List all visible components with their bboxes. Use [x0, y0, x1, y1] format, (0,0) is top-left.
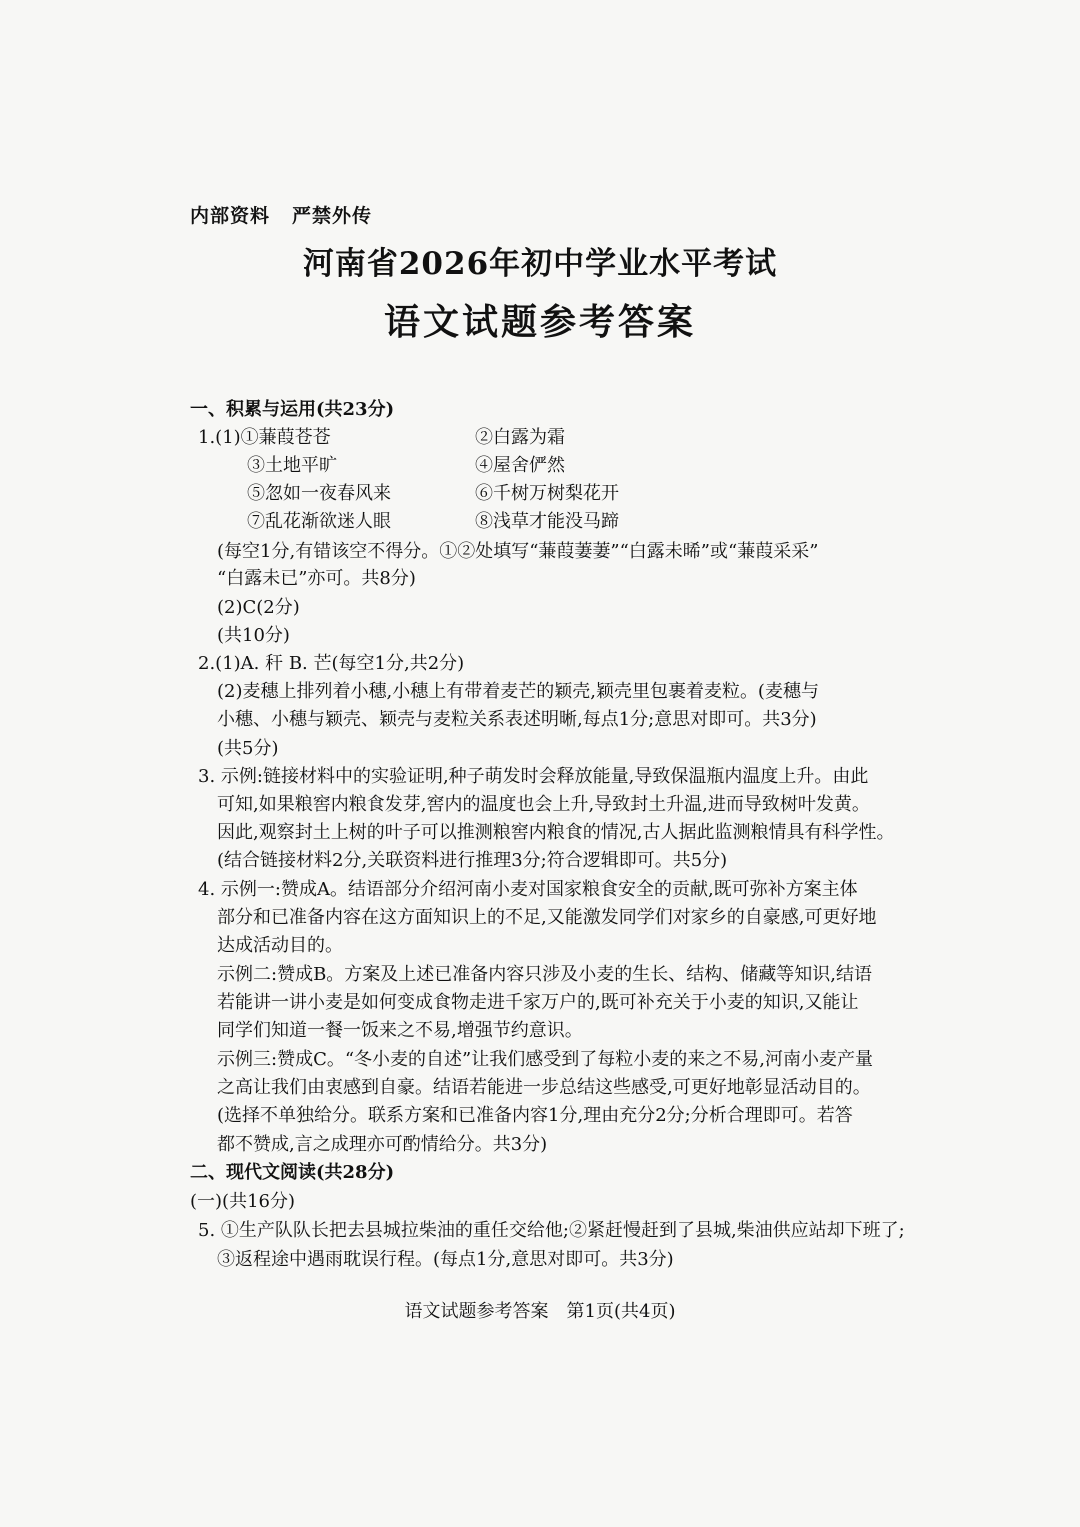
notice-internal: 内部资料: [190, 205, 271, 227]
doc-title: 语文试题参考答案: [383, 301, 696, 343]
q1-blank-6: ⑥千树万树梨花开: [475, 483, 619, 504]
q4-line-10: 都不赞成,言之成理亦可酌情给分。共3分): [217, 1134, 548, 1155]
footer-page-number: 第1页(共4页): [566, 1301, 676, 1322]
section-1-heading: 一、积累与运用(共23分): [190, 399, 395, 420]
notice-no-distribution: 严禁外传: [292, 205, 373, 227]
q4-line-8: 之高让我们由衷感到自豪。结语若能进一步总结这些感受,可更好地彰显活动目的。: [217, 1077, 871, 1098]
q1-note-cont: “白露未已”亦可。共8分): [217, 568, 416, 589]
q4-line-6: 同学们知道一餐一饭来之不易,增强节约意识。: [217, 1020, 583, 1041]
q2-part-2: (2)麦穗上排列着小穗,小穗上有带着麦芒的颖壳,颖壳里包裹着麦粒。(麦穗与: [217, 681, 819, 702]
q1-blank-1: 1.(1)①蒹葭苍苍: [198, 427, 331, 448]
q3-line-1: 3. 示例:链接材料中的实验证明,种子萌发时会释放能量,导致保温瓶内温度上升。由此: [198, 766, 869, 787]
q4-line-1: 4. 示例一:赞成A。结语部分介绍河南小麦对国家粮食安全的贡献,既可弥补方案主体: [198, 879, 858, 900]
q3-line-3: 因此,观察封土上树的叶子可以推测粮窖内粮食的情况,古人据此监测粮情具有科学性。: [217, 822, 895, 843]
q1-total: (共10分): [217, 625, 290, 646]
q2-total: (共5分): [217, 738, 279, 759]
q4-line-7: 示例三:赞成C。“冬小麦的自述”让我们感受到了每粒小麦的来之不易,河南小麦产量: [217, 1049, 873, 1070]
page-footer: [0, 1297, 1080, 1323]
q5-line-2: ③返程途中遇雨耽误行程。(每点1分,意思对即可。共3分): [217, 1249, 674, 1270]
q4-line-9: (选择不单独给分。联系方案和已准备内容1分,理由充分2分;分析合理即可。若答: [217, 1105, 853, 1126]
q1-blank-7: ⑦乱花渐欲迷人眼: [247, 511, 391, 532]
q1-note: (每空1分,有错该空不得分。①②处填写“蒹葭萋萋”“白露未晞”或“蒹葭采采”: [217, 541, 819, 562]
q1-blank-8: ⑧浅草才能没马蹄: [475, 511, 619, 532]
q4-line-2: 部分和已准备内容在这方面知识上的不足,又能激发同学们对家乡的自豪感,可更好地: [217, 907, 877, 928]
q4-line-4: 示例二:赞成B。方案及上述已准备内容只涉及小麦的生长、结构、储藏等知识,结语: [217, 964, 873, 985]
q2-part-1: 2.(1)A. 秆 B. 芒(每空1分,共2分): [198, 653, 465, 674]
section-2-sub-1: (一)(共16分): [190, 1191, 295, 1212]
q1-blank-5: ⑤忽如一夜春风来: [247, 483, 391, 504]
footer-doc-title: 语文试题参考答案: [404, 1301, 549, 1322]
q1-part-2: (2)C(2分): [217, 597, 300, 618]
q4-line-3: 达成活动目的。: [217, 935, 343, 956]
q1-blank-2: ②白露为霜: [475, 427, 565, 448]
exam-title: 河南省2026年初中学业水平考试: [302, 246, 778, 282]
q4-line-5: 若能讲一讲小麦是如何变成食物走进千家万户的,既可补充关于小麦的知识,又能让: [217, 992, 859, 1013]
q3-line-2: 可知,如果粮窖内粮食发芽,窖内的温度也会上升,导致封土升温,进而导致树叶发黄。: [217, 794, 870, 815]
q1-blank-4: ④屋舍俨然: [475, 455, 565, 476]
q5-line-1: 5. ①生产队队长把去县城拉柴油的重任交给他;②紧赶慢赶到了县城,柴油供应站却下班了;: [198, 1220, 905, 1241]
q2-part-2-cont: 小穗、小穗与颖壳、颖壳与麦粒关系表述明晰,每点1分;意思对即可。共3分): [217, 709, 817, 730]
q1-blank-3: ③土地平旷: [247, 455, 337, 476]
q3-line-4: (结合链接材料2分,关联资料进行推理3分;符合逻辑即可。共5分): [217, 850, 728, 871]
section-2-heading: 二、现代文阅读(共28分): [190, 1162, 395, 1183]
confidential-notice: [190, 201, 372, 228]
